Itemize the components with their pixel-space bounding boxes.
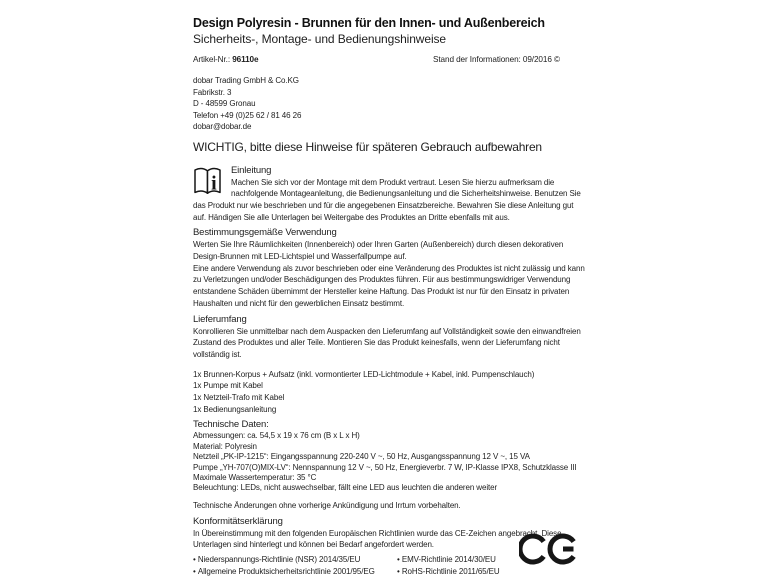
directives-column-2 — [397, 554, 500, 578]
verwendung-heading: Bestimmungsgemäße Verwendung — [193, 227, 337, 239]
directive-item: • EMV-Richtlinie 2014/30/EU — [397, 554, 500, 566]
tech-spec-line: Material: Polyresin — [193, 441, 257, 451]
delivery-item: 1x Brunnen-Korpus + Aufsatz (inkl. vormontierter LED-Lichtmodule + Kabel, inkl. Pumpenschlauch) — [193, 369, 535, 379]
article-number-label: Artikel-Nr.: — [193, 55, 233, 64]
verwendung-paragraph-2: Eine andere Verwendung als zuvor beschrieben oder eine Veränderung des Produktes ist nicht zulässig und kann zu Verletzungen und/oder Beschädigungen des Produktes führen. Für aus bestimmungswidriger Verwendung entstandene Schäden übernimmt der Hersteller keine Haftung. Das Produkt ist nur für den Einsatz in privaten Haushalten und nicht für den gewerblichen Einsatz bestimmt. — [193, 263, 585, 308]
tech-spec-line: Pumpe „YH-707(O)MIX-LV“: Nennspannung 12 V ~, 50 Hz, Energieverbr. 7 W, IP-Klasse IPX8, Schutzklasse III — [193, 462, 577, 472]
tech-spec-line: Beleuchtung: LEDs, nicht auswechselbar, fällt eine LED aus leuchten die anderen weiter — [193, 483, 498, 493]
tech-spec-line: Abmessungen: ca. 54,5 x 19 x 76 cm (B x L x H) — [193, 431, 360, 441]
section-einleitung — [193, 165, 585, 224]
important-notice: WICHTIG, bitte diese Hinweise für späteren Gebrauch aufbewahren — [193, 139, 542, 154]
technische-daten-heading: Technische Daten: — [193, 419, 269, 431]
directive-item: • Niederspannungs-Richtlinie (NSR) 2014/35/EU — [193, 554, 397, 566]
open-book-info-icon — [193, 166, 222, 197]
tech-spec-line: Maximale Wassertemperatur: 35 °C — [193, 473, 317, 483]
document-meta — [193, 55, 585, 65]
delivery-item: 1x Netzteil-Trafo mit Kabel — [193, 393, 285, 403]
konformitaet-heading: Konformitätserklärung — [193, 515, 283, 527]
konformitaet-text: In Übereinstimmung mit den folgenden Europäischen Richtlinien wurde das CE-Zeichen angebracht. Diese Unterlagen sind hinterlegt und können bei Bedarf angefordert werden. — [193, 528, 562, 550]
address-line: Fabrikstr. 3 — [193, 87, 232, 97]
delivery-item: 1x Bedienungsanleitung — [193, 404, 277, 414]
article-number — [193, 55, 258, 64]
section-lieferumfang — [193, 314, 585, 416]
page-subtitle: Sicherheits-, Montage- und Bedienungshinweise — [193, 32, 446, 46]
svg-text:i: i — [211, 172, 217, 194]
address-line: Telefon +49 (0)25 62 / 81 46 26 — [193, 110, 302, 120]
tech-spec-line: Netzteil „PK-IP-1215“: Eingangsspannung 220-240 V ~, 50 Hz, Ausgangsspannung 12 V ~, 15 VA — [193, 452, 530, 462]
verwendung-paragraph-1: Werten Sie Ihre Räumlichkeiten (Innenbereich) oder Ihren Garten (Außenbereich) durch diesen dekorativen Design-Brunnen mit LED-Lichtspiel und Wasserfallpumpe auf. — [193, 240, 564, 262]
delivery-item: 1x Pumpe mit Kabel — [193, 381, 263, 391]
section-verwendung — [193, 227, 585, 309]
address-line: dobar Trading GmbH & Co.KG — [193, 76, 299, 85]
directive-item: • RoHS-Richtlinie 2011/65/EU — [397, 566, 500, 578]
section-technische-daten — [193, 419, 585, 511]
lieferumfang-text: Konrollieren Sie unmittelbar nach dem Auspacken den Lieferumfang auf Vollständigkeit sowie den einwandfreien Zustand des Produktes und aller Teile. Montieren Sie das Produkt keinesfalls, wenn der Lieferumfang nicht vollständig ist. — [193, 326, 581, 359]
page-title: Design Polyresin - Brunnen für den Innen- und Außenbereich — [193, 16, 545, 30]
lieferumfang-heading: Lieferumfang — [193, 313, 247, 325]
einleitung-heading: Einleitung — [231, 164, 272, 176]
document-content — [193, 16, 585, 578]
einleitung-text: Machen Sie sich vor der Montage mit dem Produkt vertraut. Lesen Sie hierzu aufmerksam die nachfolgende Montageanleitung, die Bedienungsanleitung und die Sicherheitshinweise. Benutzen Sie das Produkt nur wie beschrieben und für die angegebenen Einsatzbereiche. Bewahren Sie diese Anleitung gut auf. Händigen Sie alle Unterlagen bei Weitergabe des Produktes an Dritte ebenfalls mit aus. — [193, 177, 581, 222]
address-line: D - 48599 Gronau — [193, 99, 256, 108]
info-state-date: Stand der Informationen: 09/2016 © — [433, 55, 560, 64]
company-email: dobar@dobar.de — [193, 122, 252, 131]
directives-column-1 — [193, 554, 397, 578]
article-number-value: 96110e — [232, 55, 259, 64]
ce-mark-icon — [519, 529, 581, 569]
changes-reserved-note: Technische Änderungen ohne vorherige Ankündigung und Irrtum vorbehalten. — [193, 500, 461, 510]
directive-item: • Allgemeine Produktsicherheitsrichtlinie 2001/95/EG — [193, 566, 397, 578]
company-address — [193, 75, 585, 133]
delivery-list — [193, 369, 585, 416]
